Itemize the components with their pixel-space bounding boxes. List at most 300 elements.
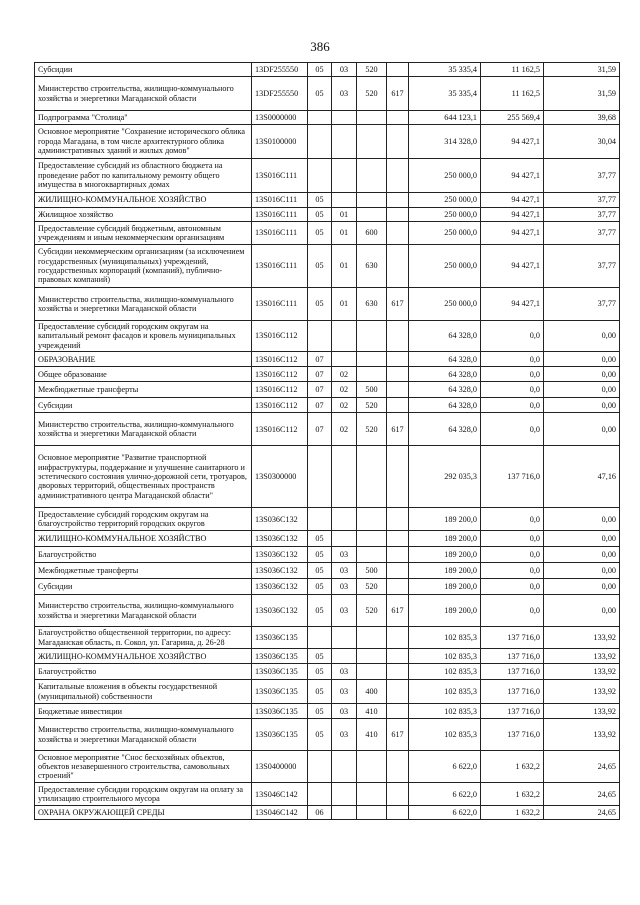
row-amount-executed: 94 427,1 xyxy=(481,159,544,193)
row-code: 13S036C132 xyxy=(252,579,308,595)
row-code: 13S046C142 xyxy=(252,806,308,820)
row-name: Основное мероприятие "Сохранение исторического облика города Магадана, в том числе архитектурного облика административных зданий и жилых домов" xyxy=(35,125,252,159)
row-subsection: 03 xyxy=(332,719,357,751)
row-amount-executed: 94 427,1 xyxy=(481,245,544,288)
table-row xyxy=(35,193,620,208)
row-admin-code xyxy=(387,579,409,595)
table-row xyxy=(35,159,620,193)
row-section: 05 xyxy=(308,208,332,222)
row-admin-code xyxy=(387,208,409,222)
table-row xyxy=(35,508,620,531)
row-amount-executed: 137 716,0 xyxy=(481,664,544,680)
row-amount-executed: 137 716,0 xyxy=(481,649,544,664)
row-code: 13S036C135 xyxy=(252,719,308,751)
row-section: 05 xyxy=(308,547,332,563)
row-section: 05 xyxy=(308,664,332,680)
row-name: Министерство строительства, жилищно-коммунального хозяйства и энергетики Магаданской области xyxy=(35,595,252,627)
row-admin-code xyxy=(387,125,409,159)
row-percent: 133,92 xyxy=(544,719,620,751)
row-admin-code xyxy=(387,222,409,245)
row-section: 05 xyxy=(308,63,332,77)
row-section: 05 xyxy=(308,719,332,751)
row-code: 13S036C135 xyxy=(252,649,308,664)
row-subsection: 03 xyxy=(332,63,357,77)
row-section: 05 xyxy=(308,245,332,288)
row-admin-code xyxy=(387,547,409,563)
row-amount-executed: 11 162,5 xyxy=(481,77,544,111)
row-percent: 24,65 xyxy=(544,751,620,783)
row-section: 05 xyxy=(308,531,332,547)
row-code: 13S016C111 xyxy=(252,193,308,208)
row-section: 05 xyxy=(308,77,332,111)
row-code: 13S036C132 xyxy=(252,595,308,627)
row-name: Основное мероприятие "Развитие транспортной инфраструктуры, поддержание и улучшение санитарного и эстетического состояния улично-дорожной сети, тротуаров, дворовых территорий, общественных пространств административного центра Магаданской области" xyxy=(35,446,252,508)
row-code: 13S016C112 xyxy=(252,398,308,413)
row-amount-planned: 189 200,0 xyxy=(409,531,481,547)
row-amount-planned: 6 622,0 xyxy=(409,783,481,806)
table-row xyxy=(35,563,620,579)
row-amount-planned: 35 335,4 xyxy=(409,77,481,111)
row-admin-code xyxy=(387,531,409,547)
row-amount-executed: 11 162,5 xyxy=(481,63,544,77)
table-row xyxy=(35,446,620,508)
table-row xyxy=(35,222,620,245)
row-expense-type: 410 xyxy=(357,719,387,751)
row-admin-code xyxy=(387,63,409,77)
row-amount-planned: 102 835,3 xyxy=(409,704,481,719)
row-admin-code xyxy=(387,649,409,664)
row-subsection: 03 xyxy=(332,579,357,595)
row-code: 13S0100000 xyxy=(252,125,308,159)
row-subsection xyxy=(332,649,357,664)
row-percent: 0,00 xyxy=(544,352,620,367)
row-name: Предоставление субсидий городским округам на благоустройство территорий городских округов xyxy=(35,508,252,531)
row-expense-type xyxy=(357,111,387,125)
row-percent: 37,77 xyxy=(544,245,620,288)
row-admin-code xyxy=(387,193,409,208)
row-code: 13S016C111 xyxy=(252,208,308,222)
row-amount-planned: 64 328,0 xyxy=(409,398,481,413)
table-row xyxy=(35,649,620,664)
row-section: 07 xyxy=(308,398,332,413)
row-admin-code xyxy=(387,627,409,649)
row-code: 13S036C132 xyxy=(252,563,308,579)
row-code: 13S016C112 xyxy=(252,382,308,398)
row-amount-executed: 94 427,1 xyxy=(481,222,544,245)
row-percent: 0,00 xyxy=(544,579,620,595)
table-row xyxy=(35,125,620,159)
row-admin-code xyxy=(387,398,409,413)
row-subsection: 03 xyxy=(332,664,357,680)
row-amount-planned: 189 200,0 xyxy=(409,563,481,579)
table-row xyxy=(35,111,620,125)
row-admin-code xyxy=(387,563,409,579)
row-code: 13S036C132 xyxy=(252,508,308,531)
row-amount-executed: 94 427,1 xyxy=(481,125,544,159)
row-admin-code xyxy=(387,664,409,680)
row-code: 13S036C135 xyxy=(252,627,308,649)
row-subsection: 01 xyxy=(332,288,357,321)
row-admin-code xyxy=(387,783,409,806)
row-percent: 0,00 xyxy=(544,547,620,563)
row-amount-executed: 1 632,2 xyxy=(481,751,544,783)
row-percent: 0,00 xyxy=(544,367,620,382)
budget-table-body xyxy=(35,63,620,820)
row-admin-code: 617 xyxy=(387,288,409,321)
row-amount-executed: 1 632,2 xyxy=(481,783,544,806)
row-amount-planned: 6 622,0 xyxy=(409,806,481,820)
row-amount-planned: 250 000,0 xyxy=(409,222,481,245)
row-code: 13S0000000 xyxy=(252,111,308,125)
table-row xyxy=(35,288,620,321)
row-amount-planned: 189 200,0 xyxy=(409,547,481,563)
row-amount-planned: 189 200,0 xyxy=(409,579,481,595)
row-expense-type xyxy=(357,159,387,193)
row-amount-planned: 64 328,0 xyxy=(409,352,481,367)
row-percent: 47,16 xyxy=(544,446,620,508)
row-admin-code xyxy=(387,245,409,288)
row-percent: 37,77 xyxy=(544,193,620,208)
table-row xyxy=(35,579,620,595)
row-percent: 133,92 xyxy=(544,649,620,664)
row-admin-code xyxy=(387,159,409,193)
table-row xyxy=(35,531,620,547)
row-name: Благоустройство общественной территории, по адресу: Магаданская область, п. Сокол, ул. Гагарина, д. 26-28 xyxy=(35,627,252,649)
row-expense-type xyxy=(357,806,387,820)
row-amount-planned: 250 000,0 xyxy=(409,245,481,288)
row-subsection xyxy=(332,159,357,193)
row-expense-type: 500 xyxy=(357,563,387,579)
row-section: 05 xyxy=(308,649,332,664)
row-amount-executed: 1 632,2 xyxy=(481,806,544,820)
row-code: 13S016C112 xyxy=(252,367,308,382)
row-percent: 133,92 xyxy=(544,704,620,719)
table-row xyxy=(35,413,620,446)
table-row xyxy=(35,664,620,680)
row-expense-type xyxy=(357,208,387,222)
row-section xyxy=(308,751,332,783)
row-expense-type: 520 xyxy=(357,63,387,77)
row-percent: 30,04 xyxy=(544,125,620,159)
row-expense-type xyxy=(357,649,387,664)
row-expense-type xyxy=(357,352,387,367)
row-amount-executed: 0,0 xyxy=(481,398,544,413)
row-section xyxy=(308,508,332,531)
row-amount-planned: 250 000,0 xyxy=(409,208,481,222)
row-percent: 24,65 xyxy=(544,806,620,820)
row-code: 13S036C132 xyxy=(252,547,308,563)
row-code: 13S0400000 xyxy=(252,751,308,783)
row-percent: 37,77 xyxy=(544,288,620,321)
row-amount-planned: 64 328,0 xyxy=(409,321,481,352)
row-section: 05 xyxy=(308,595,332,627)
row-admin-code xyxy=(387,111,409,125)
row-name: Министерство строительства, жилищно-коммунального хозяйства и энергетики Магаданской области xyxy=(35,719,252,751)
row-percent: 37,77 xyxy=(544,222,620,245)
row-admin-code xyxy=(387,704,409,719)
table-row xyxy=(35,245,620,288)
row-expense-type: 520 xyxy=(357,595,387,627)
row-amount-planned: 102 835,3 xyxy=(409,680,481,704)
table-row xyxy=(35,680,620,704)
row-expense-type xyxy=(357,547,387,563)
row-percent: 31,59 xyxy=(544,77,620,111)
row-subsection xyxy=(332,446,357,508)
row-amount-planned: 189 200,0 xyxy=(409,508,481,531)
row-name: Министерство строительства, жилищно-коммунального хозяйства и энергетики Магаданской области xyxy=(35,413,252,446)
row-admin-code xyxy=(387,367,409,382)
row-subsection: 02 xyxy=(332,398,357,413)
row-code: 13S016C111 xyxy=(252,222,308,245)
row-subsection xyxy=(332,783,357,806)
table-row xyxy=(35,382,620,398)
row-percent: 39,68 xyxy=(544,111,620,125)
row-code: 13S036C135 xyxy=(252,664,308,680)
row-section: 05 xyxy=(308,193,332,208)
row-expense-type xyxy=(357,751,387,783)
row-subsection xyxy=(332,531,357,547)
row-name: Субсидии некоммерческим организациям (за исключением государственных (муниципальных) учреждений, государственных корпораций (компаний), публично-правовых компаний) xyxy=(35,245,252,288)
row-name: Благоустройство xyxy=(35,547,252,563)
row-subsection: 01 xyxy=(332,208,357,222)
row-percent: 31,59 xyxy=(544,63,620,77)
row-amount-executed: 137 716,0 xyxy=(481,704,544,719)
table-row xyxy=(35,719,620,751)
row-amount-planned: 102 835,3 xyxy=(409,719,481,751)
row-subsection xyxy=(332,321,357,352)
row-section: 05 xyxy=(308,579,332,595)
row-amount-planned: 35 335,4 xyxy=(409,63,481,77)
row-name: ЖИЛИЩНО-КОММУНАЛЬНОЕ ХОЗЯЙСТВО xyxy=(35,193,252,208)
row-expense-type xyxy=(357,193,387,208)
row-name: ЖИЛИЩНО-КОММУНАЛЬНОЕ ХОЗЯЙСТВО xyxy=(35,649,252,664)
table-row xyxy=(35,63,620,77)
row-amount-executed: 137 716,0 xyxy=(481,719,544,751)
row-name: ОХРАНА ОКРУЖАЮЩЕЙ СРЕДЫ xyxy=(35,806,252,820)
row-amount-executed: 0,0 xyxy=(481,367,544,382)
row-code: 13DF255550 xyxy=(252,63,308,77)
row-amount-planned: 6 622,0 xyxy=(409,751,481,783)
row-admin-code: 617 xyxy=(387,719,409,751)
row-percent: 0,00 xyxy=(544,563,620,579)
row-code: 13DF255550 xyxy=(252,77,308,111)
row-amount-executed: 0,0 xyxy=(481,321,544,352)
row-section: 05 xyxy=(308,563,332,579)
row-amount-planned: 250 000,0 xyxy=(409,159,481,193)
row-code: 13S016C111 xyxy=(252,245,308,288)
row-subsection: 03 xyxy=(332,77,357,111)
row-section xyxy=(308,159,332,193)
row-amount-executed: 0,0 xyxy=(481,547,544,563)
row-name: ЖИЛИЩНО-КОММУНАЛЬНОЕ ХОЗЯЙСТВО xyxy=(35,531,252,547)
row-name: Предоставление субсидий городским округам на капитальный ремонт фасадов и кровель муниципальных учреждений xyxy=(35,321,252,352)
row-expense-type xyxy=(357,321,387,352)
row-subsection: 03 xyxy=(332,704,357,719)
row-amount-planned: 64 328,0 xyxy=(409,367,481,382)
row-name: Межбюджетные трансферты xyxy=(35,382,252,398)
row-name: Предоставление субсидии городским округам на оплату за утилизацию строительного мусора xyxy=(35,783,252,806)
row-section xyxy=(308,627,332,649)
row-name: Министерство строительства, жилищно-коммунального хозяйства и энергетики Магаданской области xyxy=(35,288,252,321)
row-amount-executed: 0,0 xyxy=(481,352,544,367)
row-admin-code: 617 xyxy=(387,413,409,446)
table-row xyxy=(35,547,620,563)
row-admin-code xyxy=(387,508,409,531)
row-name: Межбюджетные трансферты xyxy=(35,563,252,579)
row-percent: 133,92 xyxy=(544,627,620,649)
row-expense-type xyxy=(357,664,387,680)
row-subsection: 01 xyxy=(332,222,357,245)
row-section: 05 xyxy=(308,680,332,704)
row-subsection xyxy=(332,193,357,208)
row-name: Субсидии xyxy=(35,63,252,77)
row-expense-type: 520 xyxy=(357,413,387,446)
table-row xyxy=(35,595,620,627)
row-amount-executed: 0,0 xyxy=(481,531,544,547)
row-section xyxy=(308,446,332,508)
row-name: Капитальные вложения в объекты государственной (муниципальной) собственности xyxy=(35,680,252,704)
table-row xyxy=(35,352,620,367)
row-amount-executed: 94 427,1 xyxy=(481,193,544,208)
row-name: Субсидии xyxy=(35,398,252,413)
row-section: 06 xyxy=(308,806,332,820)
row-code: 13S016C112 xyxy=(252,413,308,446)
row-admin-code xyxy=(387,680,409,704)
row-name: Субсидии xyxy=(35,579,252,595)
row-percent: 37,77 xyxy=(544,208,620,222)
row-subsection: 03 xyxy=(332,680,357,704)
table-row xyxy=(35,751,620,783)
row-admin-code xyxy=(387,446,409,508)
row-name: Предоставление субсидий бюджетным, автономным учреждениям и иным некоммерческим организациям xyxy=(35,222,252,245)
row-expense-type xyxy=(357,531,387,547)
row-admin-code: 617 xyxy=(387,595,409,627)
row-percent: 37,77 xyxy=(544,159,620,193)
table-row xyxy=(35,77,620,111)
row-section: 05 xyxy=(308,288,332,321)
row-code: 13S016C111 xyxy=(252,159,308,193)
row-expense-type: 520 xyxy=(357,398,387,413)
row-expense-type: 630 xyxy=(357,288,387,321)
row-subsection: 02 xyxy=(332,367,357,382)
row-code: 13S016C112 xyxy=(252,352,308,367)
table-row xyxy=(35,627,620,649)
row-amount-executed: 94 427,1 xyxy=(481,208,544,222)
table-row xyxy=(35,783,620,806)
row-percent: 0,00 xyxy=(544,531,620,547)
table-row xyxy=(35,321,620,352)
row-section xyxy=(308,111,332,125)
row-section: 07 xyxy=(308,413,332,446)
row-expense-type xyxy=(357,446,387,508)
row-expense-type: 520 xyxy=(357,77,387,111)
row-code: 13S036C135 xyxy=(252,680,308,704)
row-amount-executed: 0,0 xyxy=(481,563,544,579)
row-expense-type xyxy=(357,125,387,159)
row-code: 13S0300000 xyxy=(252,446,308,508)
row-section xyxy=(308,125,332,159)
row-percent: 0,00 xyxy=(544,382,620,398)
row-subsection xyxy=(332,806,357,820)
row-name: Предоставление субсидий из областного бюджета на проведение работ по капитальному ремонту общего имущества в многоквартирных домах xyxy=(35,159,252,193)
row-amount-executed: 0,0 xyxy=(481,579,544,595)
row-percent: 0,00 xyxy=(544,398,620,413)
row-expense-type: 500 xyxy=(357,382,387,398)
row-code: 13S016C111 xyxy=(252,288,308,321)
row-name: Подпрограмма "Столица" xyxy=(35,111,252,125)
row-expense-type xyxy=(357,508,387,531)
row-amount-executed: 137 716,0 xyxy=(481,627,544,649)
row-subsection: 01 xyxy=(332,245,357,288)
table-row xyxy=(35,208,620,222)
row-subsection xyxy=(332,627,357,649)
row-subsection xyxy=(332,508,357,531)
row-percent: 0,00 xyxy=(544,413,620,446)
row-amount-planned: 250 000,0 xyxy=(409,193,481,208)
row-admin-code xyxy=(387,751,409,783)
row-expense-type: 410 xyxy=(357,704,387,719)
row-subsection: 02 xyxy=(332,413,357,446)
row-amount-executed: 94 427,1 xyxy=(481,288,544,321)
row-amount-executed: 0,0 xyxy=(481,595,544,627)
row-name: Жилищное хозяйство xyxy=(35,208,252,222)
row-percent: 24,65 xyxy=(544,783,620,806)
row-amount-planned: 292 035,3 xyxy=(409,446,481,508)
row-section: 05 xyxy=(308,704,332,719)
row-amount-planned: 64 328,0 xyxy=(409,413,481,446)
row-subsection: 03 xyxy=(332,595,357,627)
row-amount-planned: 314 328,0 xyxy=(409,125,481,159)
row-section: 07 xyxy=(308,382,332,398)
row-subsection xyxy=(332,751,357,783)
row-name: Общее образование xyxy=(35,367,252,382)
row-expense-type: 520 xyxy=(357,579,387,595)
row-admin-code xyxy=(387,806,409,820)
row-subsection: 02 xyxy=(332,382,357,398)
row-code: 13S036C135 xyxy=(252,704,308,719)
row-expense-type xyxy=(357,627,387,649)
row-amount-executed: 255 569,4 xyxy=(481,111,544,125)
row-expense-type xyxy=(357,367,387,382)
row-subsection xyxy=(332,111,357,125)
table-row xyxy=(35,704,620,719)
row-code: 13S036C132 xyxy=(252,531,308,547)
row-section: 07 xyxy=(308,367,332,382)
row-name: ОБРАЗОВАНИЕ xyxy=(35,352,252,367)
row-percent: 0,00 xyxy=(544,321,620,352)
table-row xyxy=(35,367,620,382)
row-amount-planned: 102 835,3 xyxy=(409,627,481,649)
table-row xyxy=(35,806,620,820)
row-subsection xyxy=(332,352,357,367)
row-expense-type: 400 xyxy=(357,680,387,704)
row-section: 05 xyxy=(308,222,332,245)
row-amount-planned: 64 328,0 xyxy=(409,382,481,398)
row-amount-executed: 0,0 xyxy=(481,413,544,446)
row-amount-planned: 189 200,0 xyxy=(409,595,481,627)
row-amount-planned: 102 835,3 xyxy=(409,664,481,680)
row-admin-code xyxy=(387,321,409,352)
row-code: 13S016C112 xyxy=(252,321,308,352)
row-admin-code xyxy=(387,382,409,398)
row-section: 07 xyxy=(308,352,332,367)
row-expense-type xyxy=(357,783,387,806)
row-section xyxy=(308,321,332,352)
row-subsection: 03 xyxy=(332,563,357,579)
row-percent: 0,00 xyxy=(544,508,620,531)
row-name: Благоустройство xyxy=(35,664,252,680)
row-amount-planned: 102 835,3 xyxy=(409,649,481,664)
